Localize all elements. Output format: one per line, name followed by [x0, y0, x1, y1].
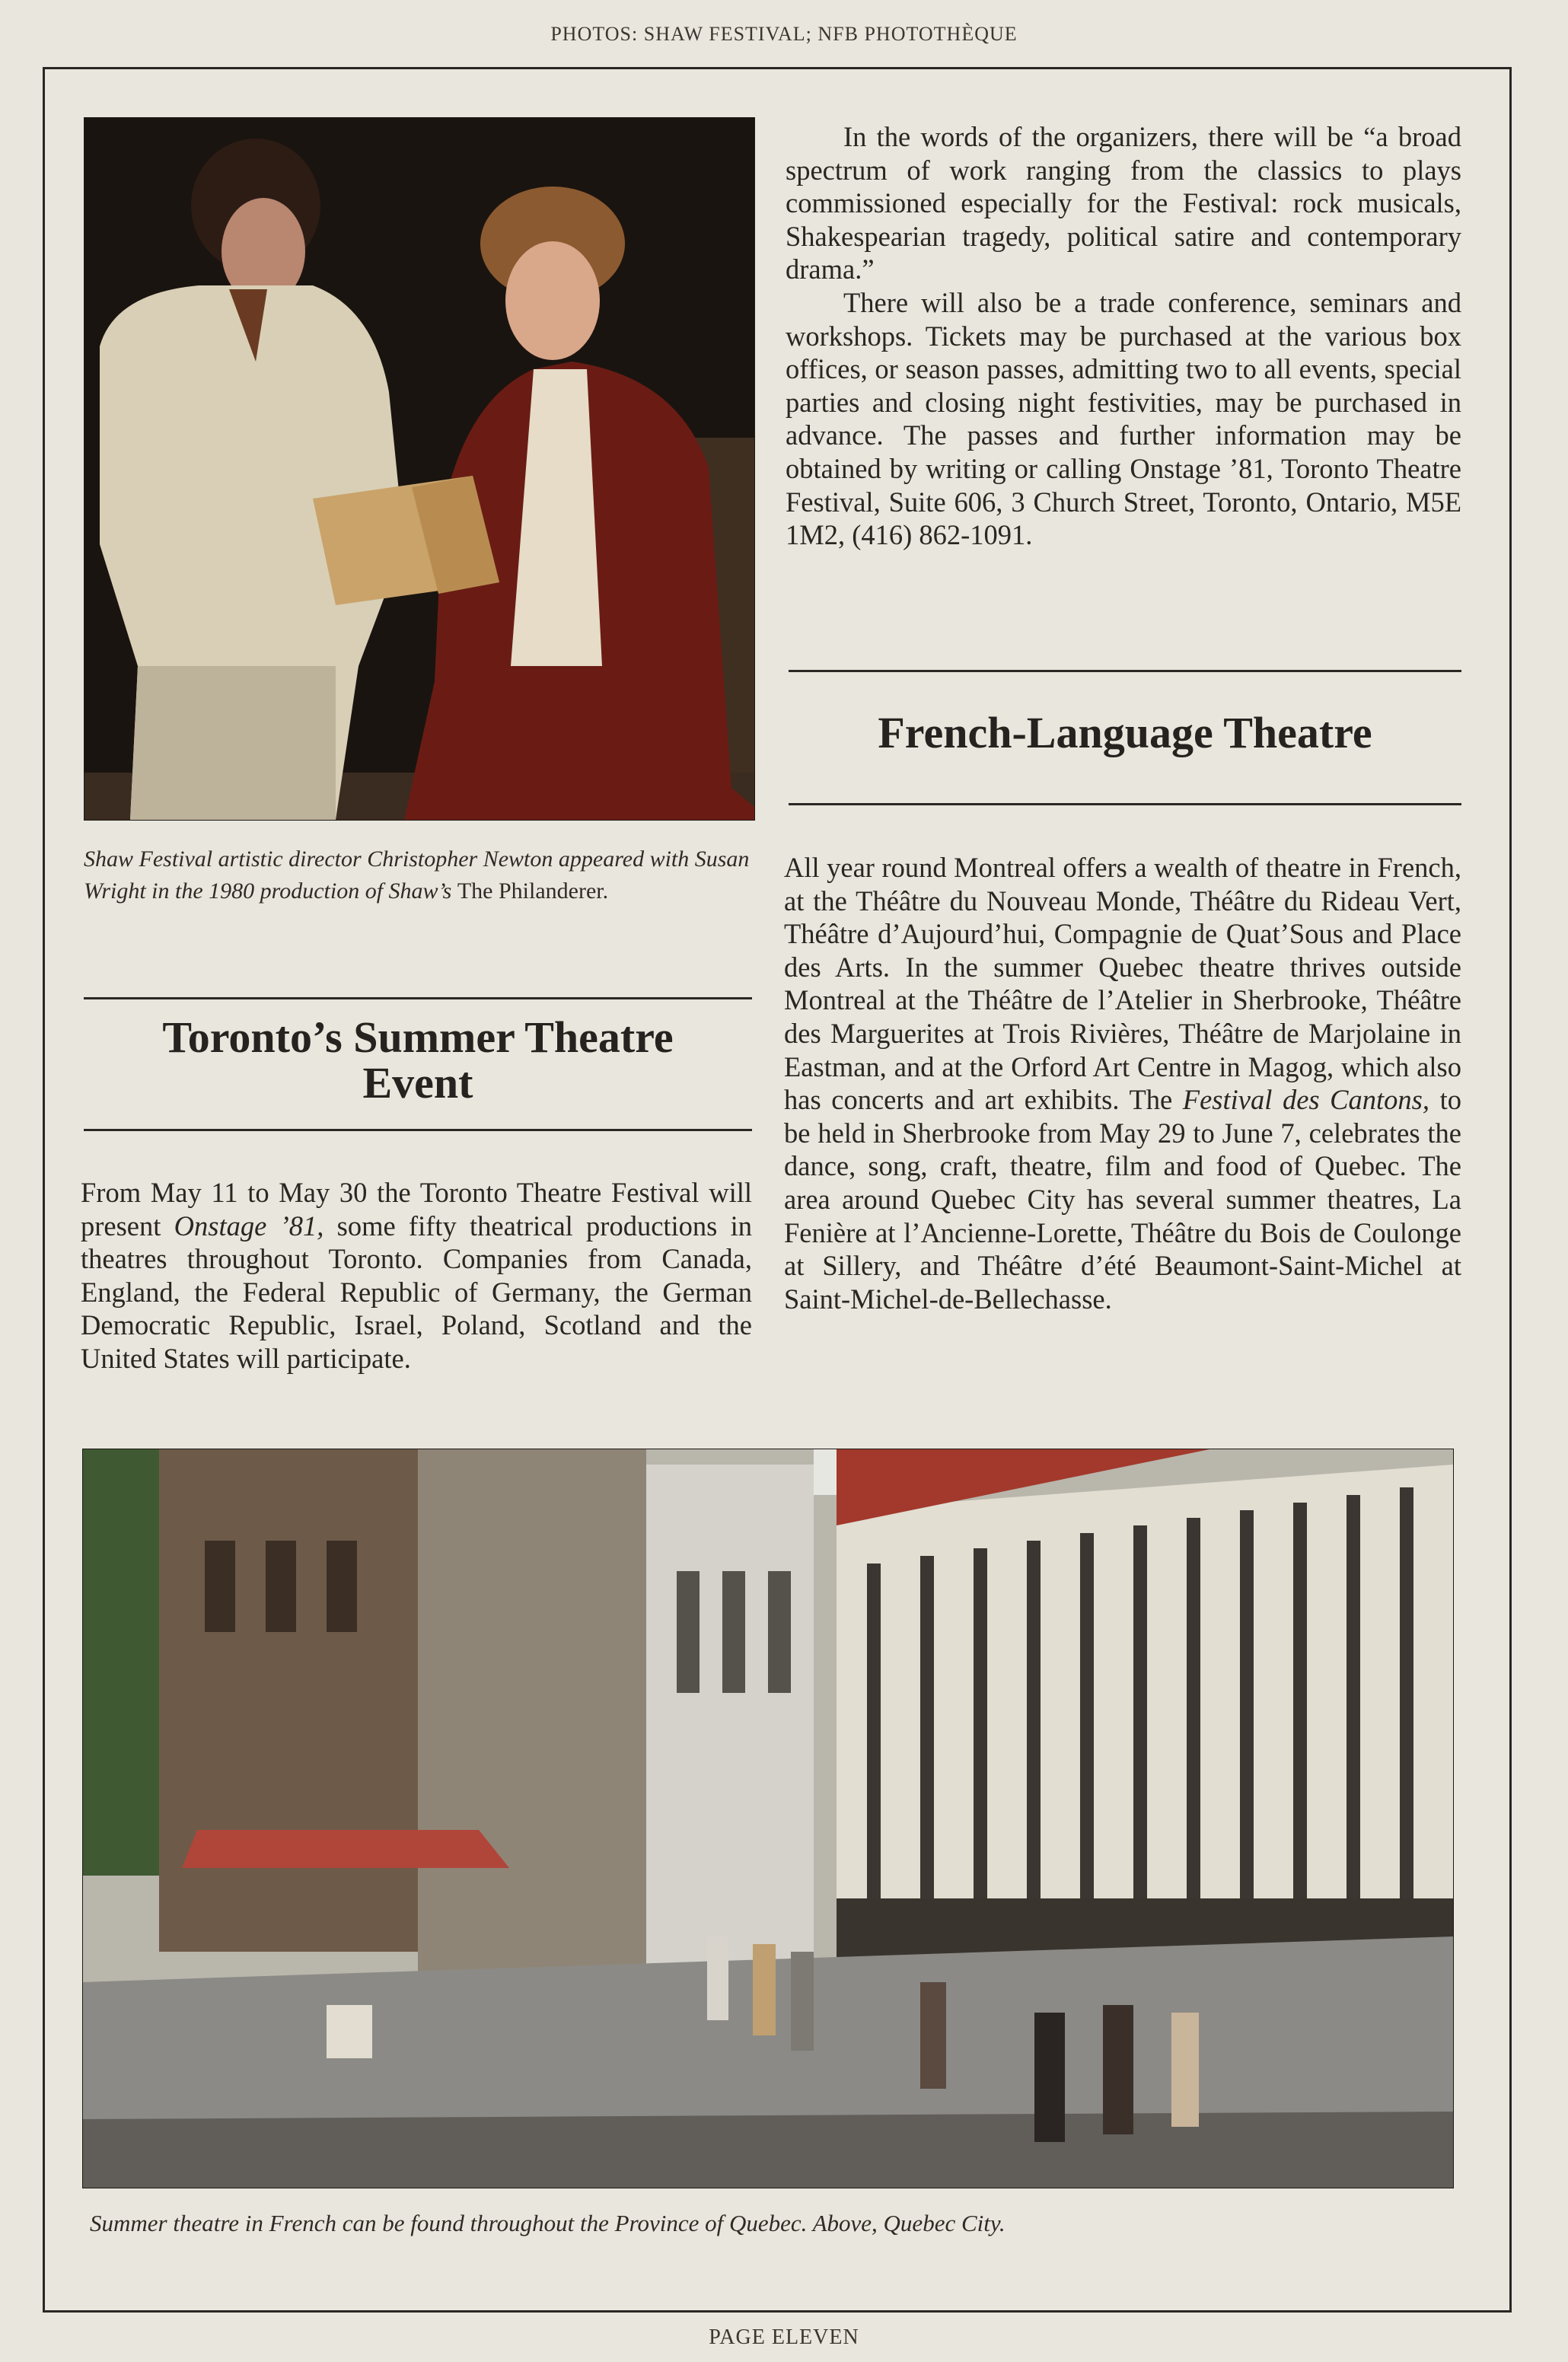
bottom-photo-caption: Summer theatre in French can be found throughout the Province of Quebec. Above, Quebec City. — [90, 2210, 1005, 2236]
toronto-body — [81, 1176, 752, 1375]
organizers-para-1: In the words of the organizers, there will be “a broad spectrum of work ranging from the classics to plays commissioned especially for the Festival: rock musicals, Shakespearian tragedy, political satire and contemporary drama.” — [786, 121, 1461, 285]
toronto-heading — [84, 1012, 752, 1108]
french-rule-bottom — [789, 803, 1461, 805]
toronto-body-text-1: From May 11 to May 30 the Toronto Theatre Festival will present — [81, 1177, 752, 1242]
toronto-rule-bottom — [84, 1129, 752, 1131]
toronto-heading-line1: Toronto’s Summer Theatre — [162, 1012, 674, 1062]
top-photo-caption-title: The Philanderer. — [457, 878, 609, 904]
quebec-city-photo — [82, 1449, 1454, 2188]
french-body-text-1: All year round Montreal offers a wealth of theatre in French, at the Théâtre du Nouveau Monde, Théâtre du Rideau Vert, Théâtre d’Aujourd’hui, Compagnie de Quat’Sous and Place des Arts. In the summer Quebec theatre thrives outside Montreal at the Théâtre de l’Atelier in Sherbrooke, Théâtre des Marguerites at Trois Rivières, Théâtre de Marjolaine in Eastman, and at the Orford Art Centre in Magog, which also has concerts and art exhibits. The — [784, 852, 1461, 1116]
page-number: PAGE ELEVEN — [709, 2325, 859, 2349]
french-body — [784, 851, 1461, 1315]
top-photo-caption — [84, 843, 754, 907]
french-rule-top — [789, 670, 1461, 672]
photo-credit: PHOTOS: SHAW FESTIVAL; NFB PHOTOTHÈQUE — [550, 23, 1018, 45]
toronto-body-text-2: some fifty theatrical productions in theatres throughout Toronto. Companies from Canada, England, the Federal Republic of Germany, the German Democratic Republic, Israel, Poland, Scotland and the United States will participate. — [81, 1210, 753, 1374]
french-body-text-2: to be held in Sherbrooke from May 29 to June 7, celebrates the dance, song, craft, theatre, film and food of Quebec. The area around Quebec City has several summer theatres, La Fenière at l’Ancienne-Lorette, Théâtre du Bois de Coulonge at Sillery, and Théâtre d’été Beaumont-Saint-Michel at Saint-Michel-de-Bellechasse. — [784, 1084, 1462, 1315]
organizers-body — [786, 120, 1461, 552]
onstage-title: Onstage ’81, — [174, 1210, 324, 1242]
french-heading: French-Language Theatre — [878, 708, 1372, 757]
theatre-photo — [84, 117, 755, 821]
top-photo-caption-text: Shaw Festival artistic director Christopher Newton appeared with Susan Wright in the 1980 production of Shaw’s — [84, 846, 750, 904]
organizers-para-2: There will also be a trade conference, seminars and workshops. Tickets may be purchased at the various box offices, or season passes, admitting two to all events, special parties and closing night festivities, may be purchased in advance. The passes and further information may be obtained by writing or calling Onstage ’81, Toronto Theatre Festival, Suite 606, 3 Church Street, Toronto, Ontario, M5E 1M2, (416) 862-1091. — [786, 286, 1461, 551]
toronto-rule-top — [84, 997, 752, 999]
festival-des-cantons: Festival des Cantons, — [1182, 1084, 1430, 1116]
toronto-heading-line2: Event — [362, 1058, 473, 1108]
